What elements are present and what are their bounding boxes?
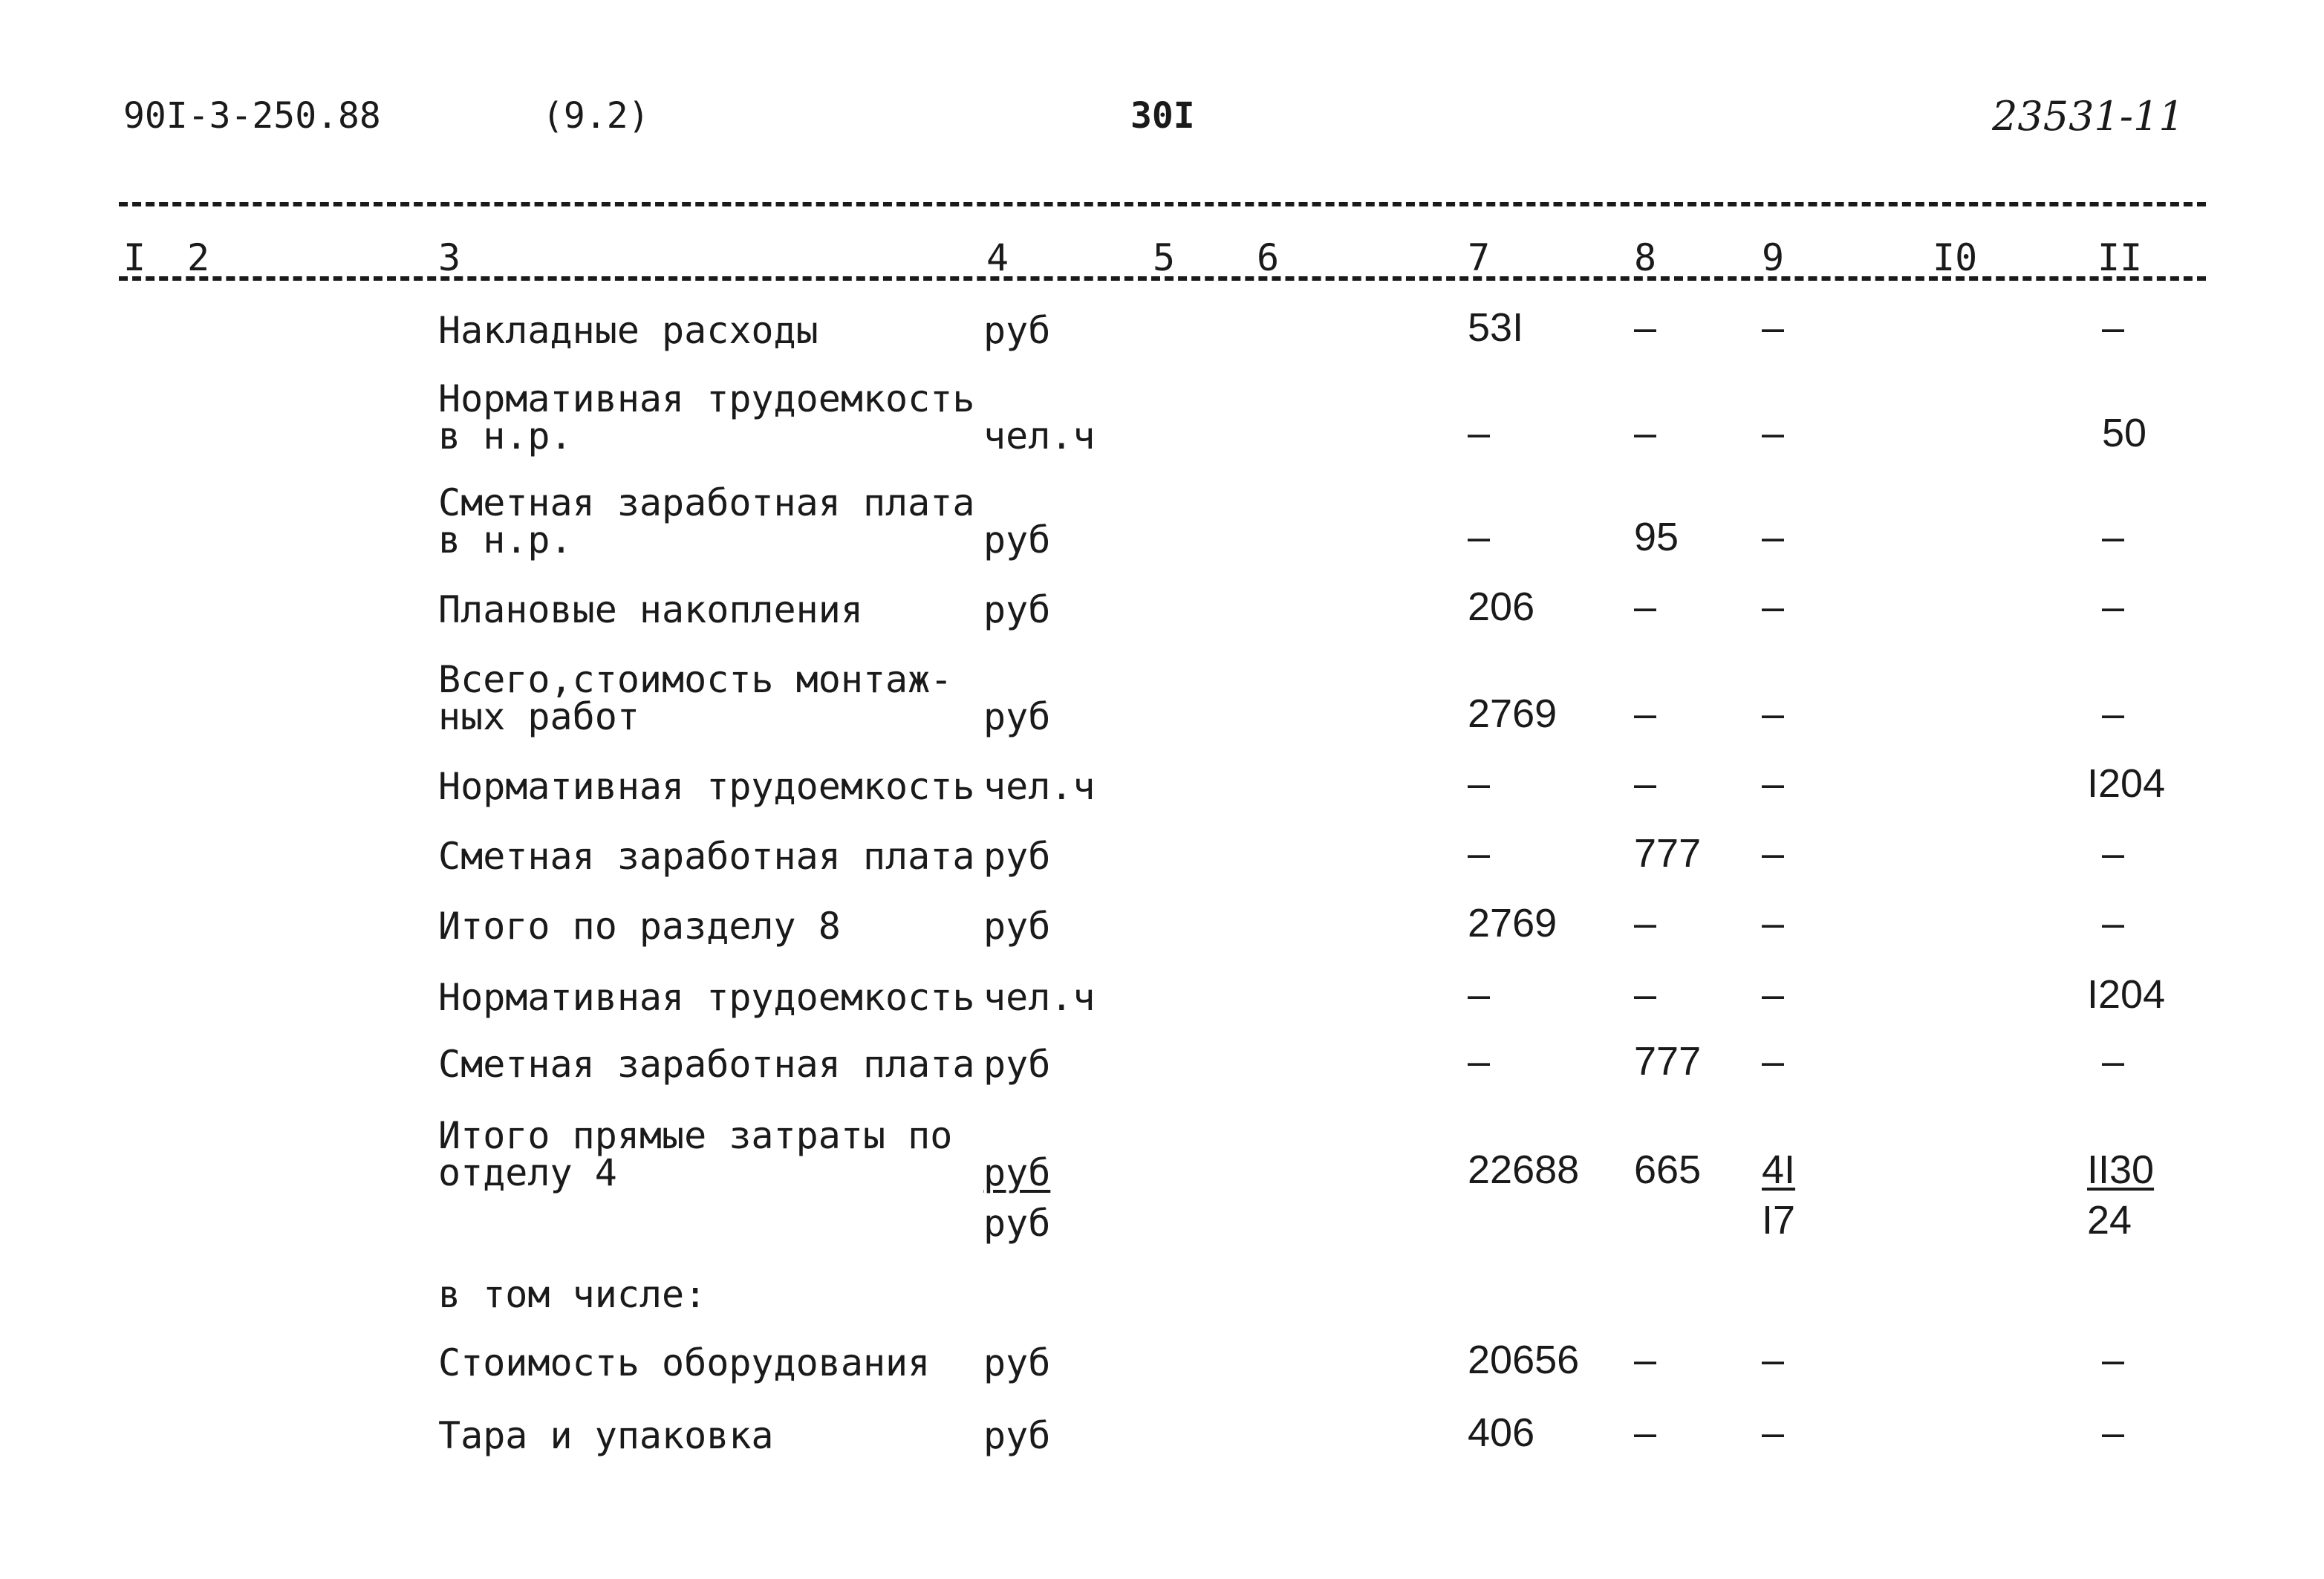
value-col8: – (1634, 411, 1657, 455)
unit: чел.ч (983, 976, 1096, 1019)
value-col11: – (2102, 831, 2125, 876)
value-col11-second-line: 24 (2087, 1198, 2132, 1243)
unit: руб (983, 309, 1051, 352)
unit: руб (983, 695, 1051, 738)
column-number: 7 (1468, 236, 1491, 279)
column-number: 4 (986, 236, 1009, 279)
value-col8: – (1634, 305, 1657, 350)
value-col9: – (1762, 585, 1785, 629)
value-col8: – (1634, 972, 1657, 1017)
value-col7: 406 (1468, 1410, 1535, 1455)
column-number: 6 (1257, 236, 1280, 279)
value-col7: – (1468, 761, 1491, 806)
archive-stamp: 23531-11 (1992, 93, 2184, 140)
value-col8: – (1634, 691, 1657, 736)
unit: руб (983, 1151, 1051, 1194)
value-col11: – (2102, 515, 2125, 559)
value-col11: – (2102, 585, 2125, 629)
value-col9: – (1762, 1039, 1785, 1084)
value-col9-second-line: I7 (1762, 1198, 1796, 1243)
value-col7: – (1468, 972, 1491, 1017)
unit: руб (983, 905, 1051, 948)
value-col8: – (1634, 901, 1657, 945)
value-col7: – (1468, 515, 1491, 559)
row-label: Итого по разделу 8 (438, 905, 841, 948)
value-col7: – (1468, 1039, 1491, 1084)
row-label: Нормативная трудоемкость (438, 976, 975, 1019)
value-col11: – (2102, 1410, 2125, 1455)
value-col7: 53I (1468, 305, 1524, 350)
value-col9: – (1762, 761, 1785, 806)
value-col11: I204 (2087, 972, 2166, 1017)
value-col7: 22688 (1468, 1147, 1580, 1192)
value-col7: – (1468, 831, 1491, 876)
value-col11: – (2102, 1039, 2125, 1084)
value-col7: 20656 (1468, 1338, 1580, 1382)
value-col9: – (1762, 515, 1785, 559)
value-col9: – (1762, 901, 1785, 945)
value-col11: II30 (2087, 1147, 2155, 1192)
value-col11: – (2102, 691, 2125, 736)
value-col8: – (1634, 1338, 1657, 1382)
value-col9: – (1762, 1338, 1785, 1382)
value-col7: – (1468, 411, 1491, 455)
value-col8: 777 (1634, 831, 1702, 876)
unit: чел.ч (983, 765, 1096, 808)
column-number: 2 (187, 236, 210, 279)
value-col9: – (1762, 972, 1785, 1017)
value-col7: 206 (1468, 585, 1535, 629)
unit-second-line: руб (983, 1202, 1051, 1245)
column-number: 8 (1634, 236, 1657, 279)
value-col8: 777 (1634, 1039, 1702, 1084)
row-label: Накладные расходы (438, 309, 818, 352)
row-label: Стоимость оборудования (438, 1341, 931, 1384)
value-col11: – (2102, 305, 2125, 350)
row-label: Итого прямые затраты по отделу 4 (438, 1114, 953, 1194)
page-number: 30I (1130, 95, 1195, 137)
document-code: 90I-3-250.88 (123, 95, 381, 137)
row-label: Всего,стоимость монтаж- ных работ (438, 658, 953, 738)
unit: руб (983, 518, 1051, 561)
column-number: 3 (438, 236, 461, 279)
row-label: Плановые накопления (438, 588, 863, 631)
row-label: Сметная заработная плата в н.р. (438, 481, 975, 561)
value-col8: – (1634, 761, 1657, 806)
value-col8: 665 (1634, 1147, 1702, 1192)
value-col9: – (1762, 305, 1785, 350)
value-col9: 4I (1762, 1147, 1796, 1192)
value-col7: 2769 (1468, 901, 1558, 945)
value-col9: – (1762, 411, 1785, 455)
value-col9: – (1762, 1410, 1785, 1455)
value-col9: – (1762, 831, 1785, 876)
section-number: (9.2) (542, 95, 650, 137)
section-note: в том числе: (438, 1273, 707, 1316)
unit: чел.ч (983, 414, 1096, 458)
value-col7: 2769 (1468, 691, 1558, 736)
top-dashed-rule (119, 202, 2206, 206)
row-label: Нормативная трудоемкость (438, 765, 975, 808)
column-number: I (123, 236, 146, 279)
value-col8: – (1634, 585, 1657, 629)
value-col11: 50 (2102, 411, 2147, 455)
unit: руб (983, 1043, 1051, 1086)
value-col11: I204 (2087, 761, 2166, 806)
row-label: Сметная заработная плата (438, 835, 975, 878)
value-col11: – (2102, 1338, 2125, 1382)
unit: руб (983, 588, 1051, 631)
column-number: 5 (1153, 236, 1176, 279)
value-col11: – (2102, 901, 2125, 945)
unit: руб (983, 1341, 1051, 1384)
column-number: 9 (1762, 236, 1785, 279)
row-label: Тара и упаковка (438, 1414, 774, 1457)
value-col8: 95 (1634, 515, 1679, 559)
column-number: I0 (1933, 236, 1978, 279)
column-number: II (2097, 236, 2143, 279)
value-col9: – (1762, 691, 1785, 736)
row-label: Нормативная трудоемкость в н.р. (438, 377, 975, 458)
unit: руб (983, 835, 1051, 878)
row-label: Сметная заработная плата (438, 1043, 975, 1086)
value-col8: – (1634, 1410, 1657, 1455)
unit: руб (983, 1414, 1051, 1457)
